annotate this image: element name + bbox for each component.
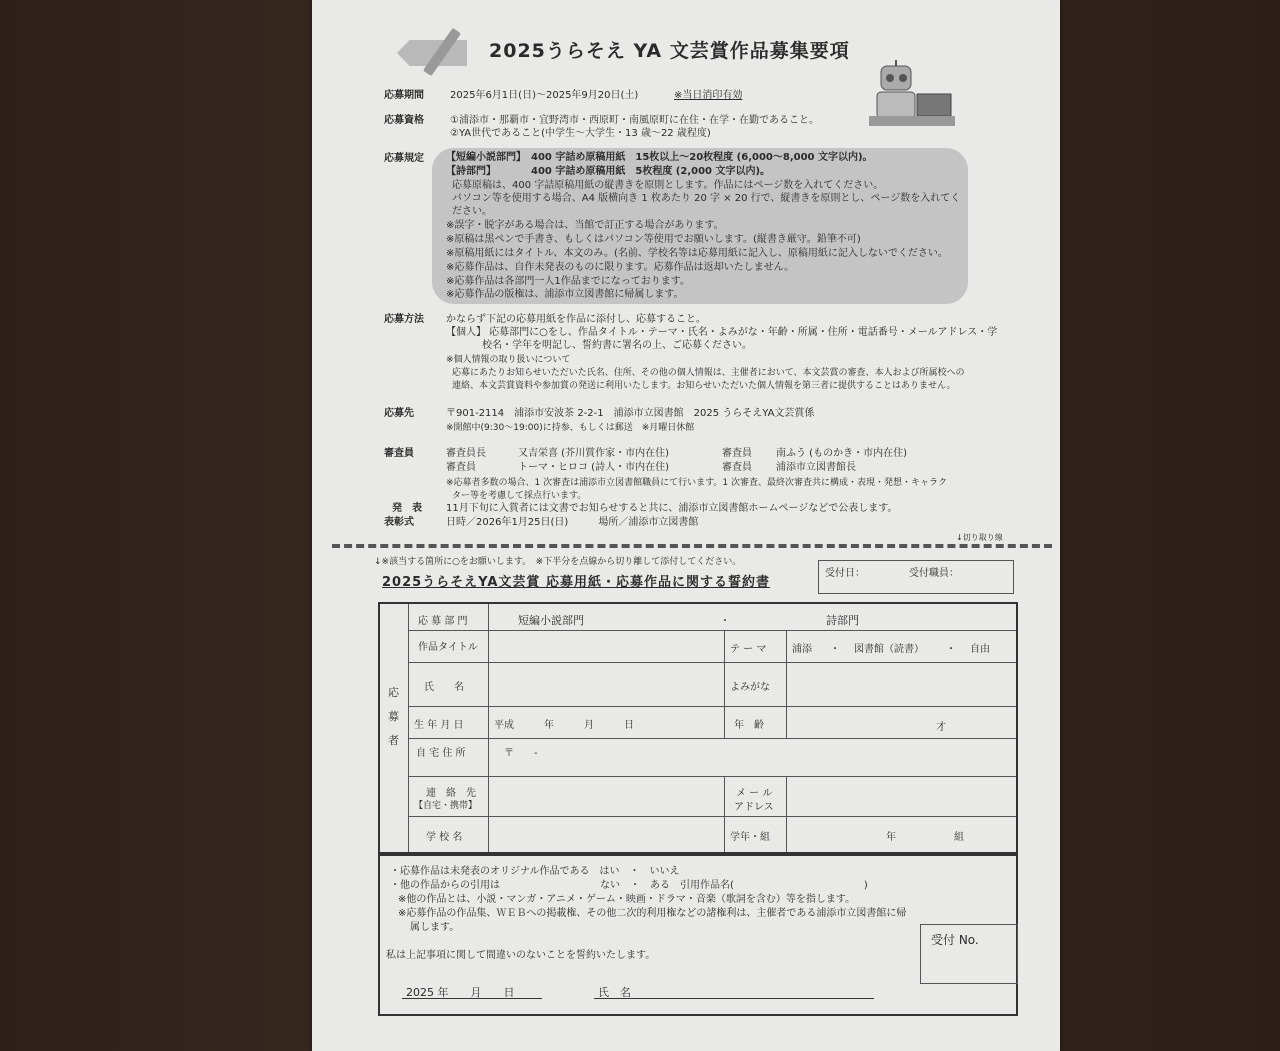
page-title: 2025うらそえ YA 文芸賞作品募集要項 [489,40,850,62]
theme-separator: ・ [830,644,840,655]
judge-name: トーマ・ヒロコ (詩人・市内在住) [518,462,669,473]
judge-role: 審査員 [722,448,752,459]
announce-text: 11月下旬に入賞者には文書でお知らせすると共に、浦添市立図書館ホームページなどで公表します。 [446,503,898,514]
rules-line: 【詩部門】 400 字詰め原稿用紙 5枚程度 (2,000 文字以内)。 [446,166,771,177]
period-text: 2025年6月1日(日)～2025年9月20日(土) [450,90,639,101]
rules-label: 応募規定 [384,153,424,164]
contact-sublabel: 【自宅・携帯】 [414,801,478,811]
judge-role: 審査員長 [446,448,486,459]
period-note: ※当日消印有効 [674,90,743,101]
address-label: 自 宅 住 所 [416,748,466,759]
applicant-side-label [380,604,409,852]
mail-label: メ ー ル [736,788,773,799]
rules-line: 【短編小説部門】 400 字詰め原稿用紙 15枚以上～20枚程度 (6,000～8,000 文字以内)。 [446,152,873,163]
judges-note: ター等を考慮して採点行います。 [452,491,587,501]
method-line: かならず下記の応募用紙を作品に添付し、応募すること。 [446,314,706,325]
method-line: 校名・学年を明記し、誓約書に署名の上、ご応募ください。 [482,340,752,351]
pledge-line: ※応募作品の作品集、ＷＥＢへの掲載権、その他二次的利用権などの諸権利は、主催者である浦添市立図書館に帰 [398,908,907,919]
side-char: 募 [388,710,399,723]
pledge-line: ※他の作品とは、小説・マンガ・アニメ・ゲーム・映画・ドラマ・音楽（歌詞を含む）等を指します。 [398,894,856,905]
receipt-date-label: 受付日： [825,568,865,579]
receipt-number-label: 受付 No. [931,933,979,947]
theme-option-library[interactable]: 図書館（読書） [854,644,924,655]
category-label: 応 募 部 門 [418,616,468,627]
rules-line: 応募原稿は、400 字詰原稿用紙の縦書きを原則とします。作品にはページ数を入れてください。 [452,180,884,191]
rules-line: パソコン等を使用する場合、A4 版横向き 1 枚あたり 20 字 × 20 行で、縦書きを原則とし、ページ数を入れてく [452,193,961,204]
method-line: 【個人】 応募部門に○をし、作品タイトル・テーマ・氏名・よみがな・年齢・所属・住所・電話番号・メールアドレス・学 [446,327,998,338]
address-field[interactable]: 〒 - [504,748,538,759]
mail-label-2: アドレス [734,802,774,813]
judge-name: 浦添市立図書館長 [776,462,856,473]
kana-label: よみがな [730,682,770,693]
category-separator: ・ [720,616,730,627]
rules-line: ※原稿用紙にはタイトル、本文のみ。(名前、学校名等は応募用紙に記入し、原稿用紙に記入しないでください。 [446,248,948,259]
age-label: 年 齢 [734,720,764,731]
pledge-date[interactable]: 2025 年 月 日 [406,986,515,999]
eligibility-line: ①浦添市・那覇市・宜野湾市・西原町・南風原町に在住・在学・在勤であること。 [450,115,819,126]
eligibility-label: 応募資格 [384,115,424,126]
pledge-line: ・応募作品は未発表のオリジナル作品である はい ・ いいえ [390,866,680,877]
judge-role: 審査員 [446,462,476,473]
method-line: 連絡、本文芸賞資料や参加賞の発送に利用いたします。お知らせいただいた個人情報を第三者に提供することはありません。 [452,381,956,391]
category-poetry[interactable]: 詩部門 [826,614,859,627]
destination-line: 〒901-2114 浦添市安波茶 2-2-1 浦添市立図書館 2025 うらそえYA文芸賞係 [446,408,815,419]
name-label: 氏 名 [424,682,464,693]
judge-role: 審査員 [722,462,752,473]
destination-line: ※開館中(9:30～19:00)に持参、もしくは郵送 ※月曜日休館 [446,423,695,433]
work-title-label: 作品タイトル [418,642,478,653]
period-label: 応募期間 [384,90,424,101]
cut-line [332,544,1052,548]
application-form [378,602,1018,854]
rules-line: ※原稿は黒ペンで手書き、もしくはパソコン等使用でお願いします。(縦書き厳守。鉛筆不可) [446,234,861,245]
rules-line: ※応募作品は、自作未発表のものに限ります。応募作品は返却いたしません。 [446,262,795,273]
grade-year-unit: 年 [886,832,896,843]
receipt-box [818,560,1014,594]
school-label: 学 校 名 [426,832,463,843]
grade-class-unit: 組 [954,832,964,843]
judges-label: 審査員 [384,448,414,459]
method-line: ※個人情報の取り扱いについて [446,355,571,365]
method-line: 応募にあたりお知らせいただいた氏名、住所、その他の個人情報は、主催者において、本文芸賞の審査、本人および所属校への [452,368,965,378]
rules-line: ※応募作品は各部門一人1作品までになっております。 [446,276,690,287]
judge-name: 南ふう (ものかき・市内在住) [776,448,907,459]
theme-label: テ ー マ [730,644,767,655]
judges-note: ※応募者多数の場合、1 次審査は浦添市立図書館職員にて行います。1 次審査、最終次審査共に構成・表現・発想・キャラク [446,478,947,488]
ceremony-label: 表彰式 [384,517,414,528]
form-title: 2025うらそえYA文芸賞 応募用紙・応募作品に関する誓約書 [382,575,770,590]
age-unit: 才 [936,722,946,733]
category-short-story[interactable]: 短編小説部門 [518,614,584,627]
pledge-name[interactable]: 氏 名 [598,986,631,999]
grade-label: 学年・組 [730,832,770,843]
pledge-line: ・他の作品からの引用は ない ・ ある 引用作品名( ) [390,880,868,891]
announce-label: 発 表 [392,503,422,514]
receipt-number-box [920,924,1018,984]
theme-option-urasoe[interactable]: 浦添 [792,644,812,655]
pledge-line: 属します。 [410,922,460,933]
pledge-oath: 私は上記事項に関して間違いのないことを誓約いたします。 [386,950,656,961]
side-char: 応 [388,686,399,699]
receipt-staff-label: 受付職員： [909,568,959,579]
birthdate-field[interactable]: 平成 年 月 日 [494,720,634,731]
theme-option-free[interactable]: 自由 [970,644,990,655]
cut-line-label: ↓切り取り線 [956,533,1003,542]
side-char: 者 [388,734,399,747]
ceremony-text: 日時／2026年1月25日(日) 場所／浦添市立図書館 [446,517,699,528]
rules-line: ※応募作品の版権は、浦添市立図書館に帰属します。 [446,289,684,300]
theme-separator: ・ [946,644,956,655]
paper-sheet [312,0,1060,1051]
destination-label: 応募先 [384,408,414,419]
form-instruction: ↓※該当する箇所に○をお願いします。 ※下半分を点線から切り離して添付してください。 [374,557,742,567]
judge-name: 又吉栄喜 (芥川賞作家・市内在住) [518,448,669,459]
eligibility-line: ②YA世代であること(中学生～大学生・13 歳～22 歳程度) [450,128,711,139]
birthdate-label: 生 年 月 日 [414,720,464,731]
method-label: 応募方法 [384,314,424,325]
robot-illustration-icon [867,60,957,128]
contact-label: 連 絡 先 [426,788,476,799]
rules-line: ※誤字・脱字がある場合は、当館で訂正する場合があります。 [446,220,724,231]
rules-line: ださい。 [452,206,492,217]
